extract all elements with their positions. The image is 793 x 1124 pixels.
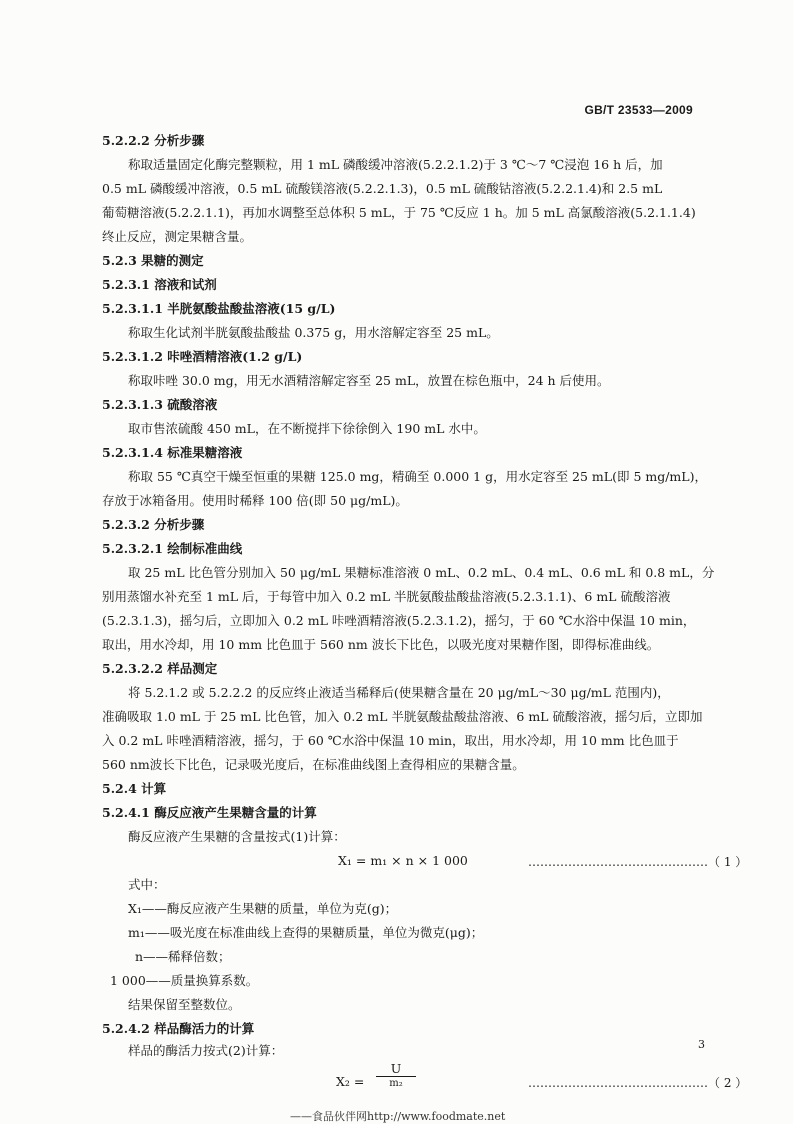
paragraph-line: 样品的酶活力按式(2)计算：: [128, 1043, 284, 1058]
formula-2-number: ………………………………………（ 2 ）: [528, 1076, 748, 1090]
paragraph-line: 存放于冰箱备用。使用时稀释 100 倍(即 50 μg/mL)。: [102, 493, 408, 508]
paragraph-line: 取市售浓硫酸 450 mL，在不断搅拌下徐徐倒入 190 mL 水中。: [128, 421, 486, 436]
paragraph-line: 将 5.2.1.2 或 5.2.2.2 的反应终止液适当稀释后(使果糖含量在 20 μg/mL～30 μg/mL 范围内)，: [128, 685, 670, 700]
formula-1: X₁ = m₁ × n × 1 000: [338, 853, 468, 868]
formula-2-denominator: m₂: [389, 1078, 403, 1089]
where-label: 式中：: [128, 877, 166, 892]
paragraph-line: 取出，用水冷却，用 10 mm 比色皿于 560 nm 波长下比色，以吸光度对果糖作图，即得标准曲线。: [102, 637, 660, 652]
paragraph-line: 0.5 mL 磷酸缓冲溶液，0.5 mL 硫酸镁溶液(5.2.2.1.3)，0.5 mL 硫酸钴溶液(5.2.2.1.4)和 2.5 mL: [102, 181, 663, 196]
paragraph-line: (5.2.3.1.3)，摇匀后，立即加入 0.2 mL 咔唑酒精溶液(5.2.3.1.2)，摇匀，于 60 ℃水浴中保温 10 min，: [102, 613, 696, 628]
heading-5-2-4-1: 5.2.4.1 酶反应液产生果糖含量的计算: [102, 805, 317, 820]
formula-2-lhs: X₂ =: [336, 1074, 365, 1089]
heading-5-2-2-2: 5.2.2.2 分析步骤: [102, 133, 205, 148]
formula-1-number: ………………………………………（ 1 ）: [528, 855, 748, 869]
heading-5-2-3-2-1: 5.2.3.2.1 绘制标准曲线: [102, 541, 243, 556]
paragraph-line: 称取适量固定化酶完整颗粒，用 1 mL 磷酸缓冲溶液(5.2.2.1.2)于 3 ℃～7 ℃浸泡 16 h 后，加: [128, 157, 663, 172]
heading-5-2-3: 5.2.3 果糖的测定: [102, 253, 204, 268]
heading-5-2-3-1-1: 5.2.3.1.1 半胱氨酸盐酸盐溶液(15 g/L): [102, 301, 336, 316]
paragraph-line: 称取生化试剂半胱氨酸盐酸盐 0.375 g，用水溶解定容至 25 mL。: [128, 325, 499, 340]
heading-5-2-3-1-2: 5.2.3.1.2 咔唑酒精溶液(1.2 g/L): [102, 349, 303, 364]
heading-5-2-3-2: 5.2.3.2 分析步骤: [102, 517, 205, 532]
paragraph-line: 酶反应液产生果糖的含量按式(1)计算：: [128, 829, 346, 844]
site-footer: ——食品伙伴网http://www.foodmate.net: [290, 1110, 506, 1123]
formula-2-numerator: U: [376, 1062, 416, 1077]
heading-5-2-3-1: 5.2.3.1 溶液和试剂: [102, 277, 217, 292]
definition-1000: 1 000——质量换算系数。: [110, 973, 259, 988]
heading-5-2-4-2: 5.2.4.2 样品酶活力的计算: [102, 1021, 255, 1036]
paragraph-line: 准确吸取 1.0 mL 于 25 mL 比色管，加入 0.2 mL 半胱氨酸盐酸盐溶液、6 mL 硫酸溶液，摇匀后，立即加: [102, 709, 703, 724]
paragraph-line: 560 nm波长下比色，记录吸光度后，在标准曲线图上查得相应的果糖含量。: [102, 757, 525, 772]
definition-n: n——稀释倍数；: [135, 949, 231, 964]
standard-number: GB/T 23533—2009: [584, 103, 693, 117]
heading-5-2-3-1-3: 5.2.3.1.3 硫酸溶液: [102, 397, 218, 412]
paragraph-line: 称取 55 ℃真空干燥至恒重的果糖 125.0 mg，精确至 0.000 1 g，用水定容至 25 mL(即 5 mg/mL)，: [128, 469, 707, 484]
heading-5-2-3-2-2: 5.2.3.2.2 样品测定: [102, 661, 218, 676]
paragraph-line: 入 0.2 mL 咔唑酒精溶液，摇匀，于 60 ℃水浴中保温 10 min，取出，用水冷却，用 10 mm 比色皿于: [102, 733, 679, 748]
paragraph-line: 称取咔唑 30.0 mg，用无水酒精溶解定容至 25 mL，放置在棕色瓶中，24 h 后使用。: [128, 373, 610, 388]
definition-m1: m₁——吸光度在标准曲线上查得的果糖质量，单位为微克(μg)；: [128, 925, 484, 940]
heading-5-2-4: 5.2.4 计算: [102, 781, 167, 796]
paragraph-line: 别用蒸馏水补充至 1 mL 后，于每管中加入 0.2 mL 半胱氨酸盐酸盐溶液(5.2.3.1.1)、6 mL 硫酸溶液: [102, 589, 671, 604]
result-note: 结果保留至整数位。: [128, 997, 241, 1012]
page-number: 3: [698, 1038, 705, 1051]
paragraph-line: 葡萄糖溶液(5.2.2.1.1)，再加水调整至总体积 5 mL，于 75 ℃反应 1 h。加 5 mL 高氯酸溶液(5.2.1.1.4): [102, 205, 696, 220]
paragraph-line: 取 25 mL 比色管分别加入 50 μg/mL 果糖标准溶液 0 mL、0.2 mL、0.4 mL、0.6 mL 和 0.8 mL，分: [128, 565, 715, 580]
definition-x1: X₁——酶反应液产生果糖的质量，单位为克(g)；: [128, 901, 398, 916]
paragraph-line: 终止反应，测定果糖含量。: [102, 229, 253, 244]
heading-5-2-3-1-4: 5.2.3.1.4 标准果糖溶液: [102, 445, 243, 460]
